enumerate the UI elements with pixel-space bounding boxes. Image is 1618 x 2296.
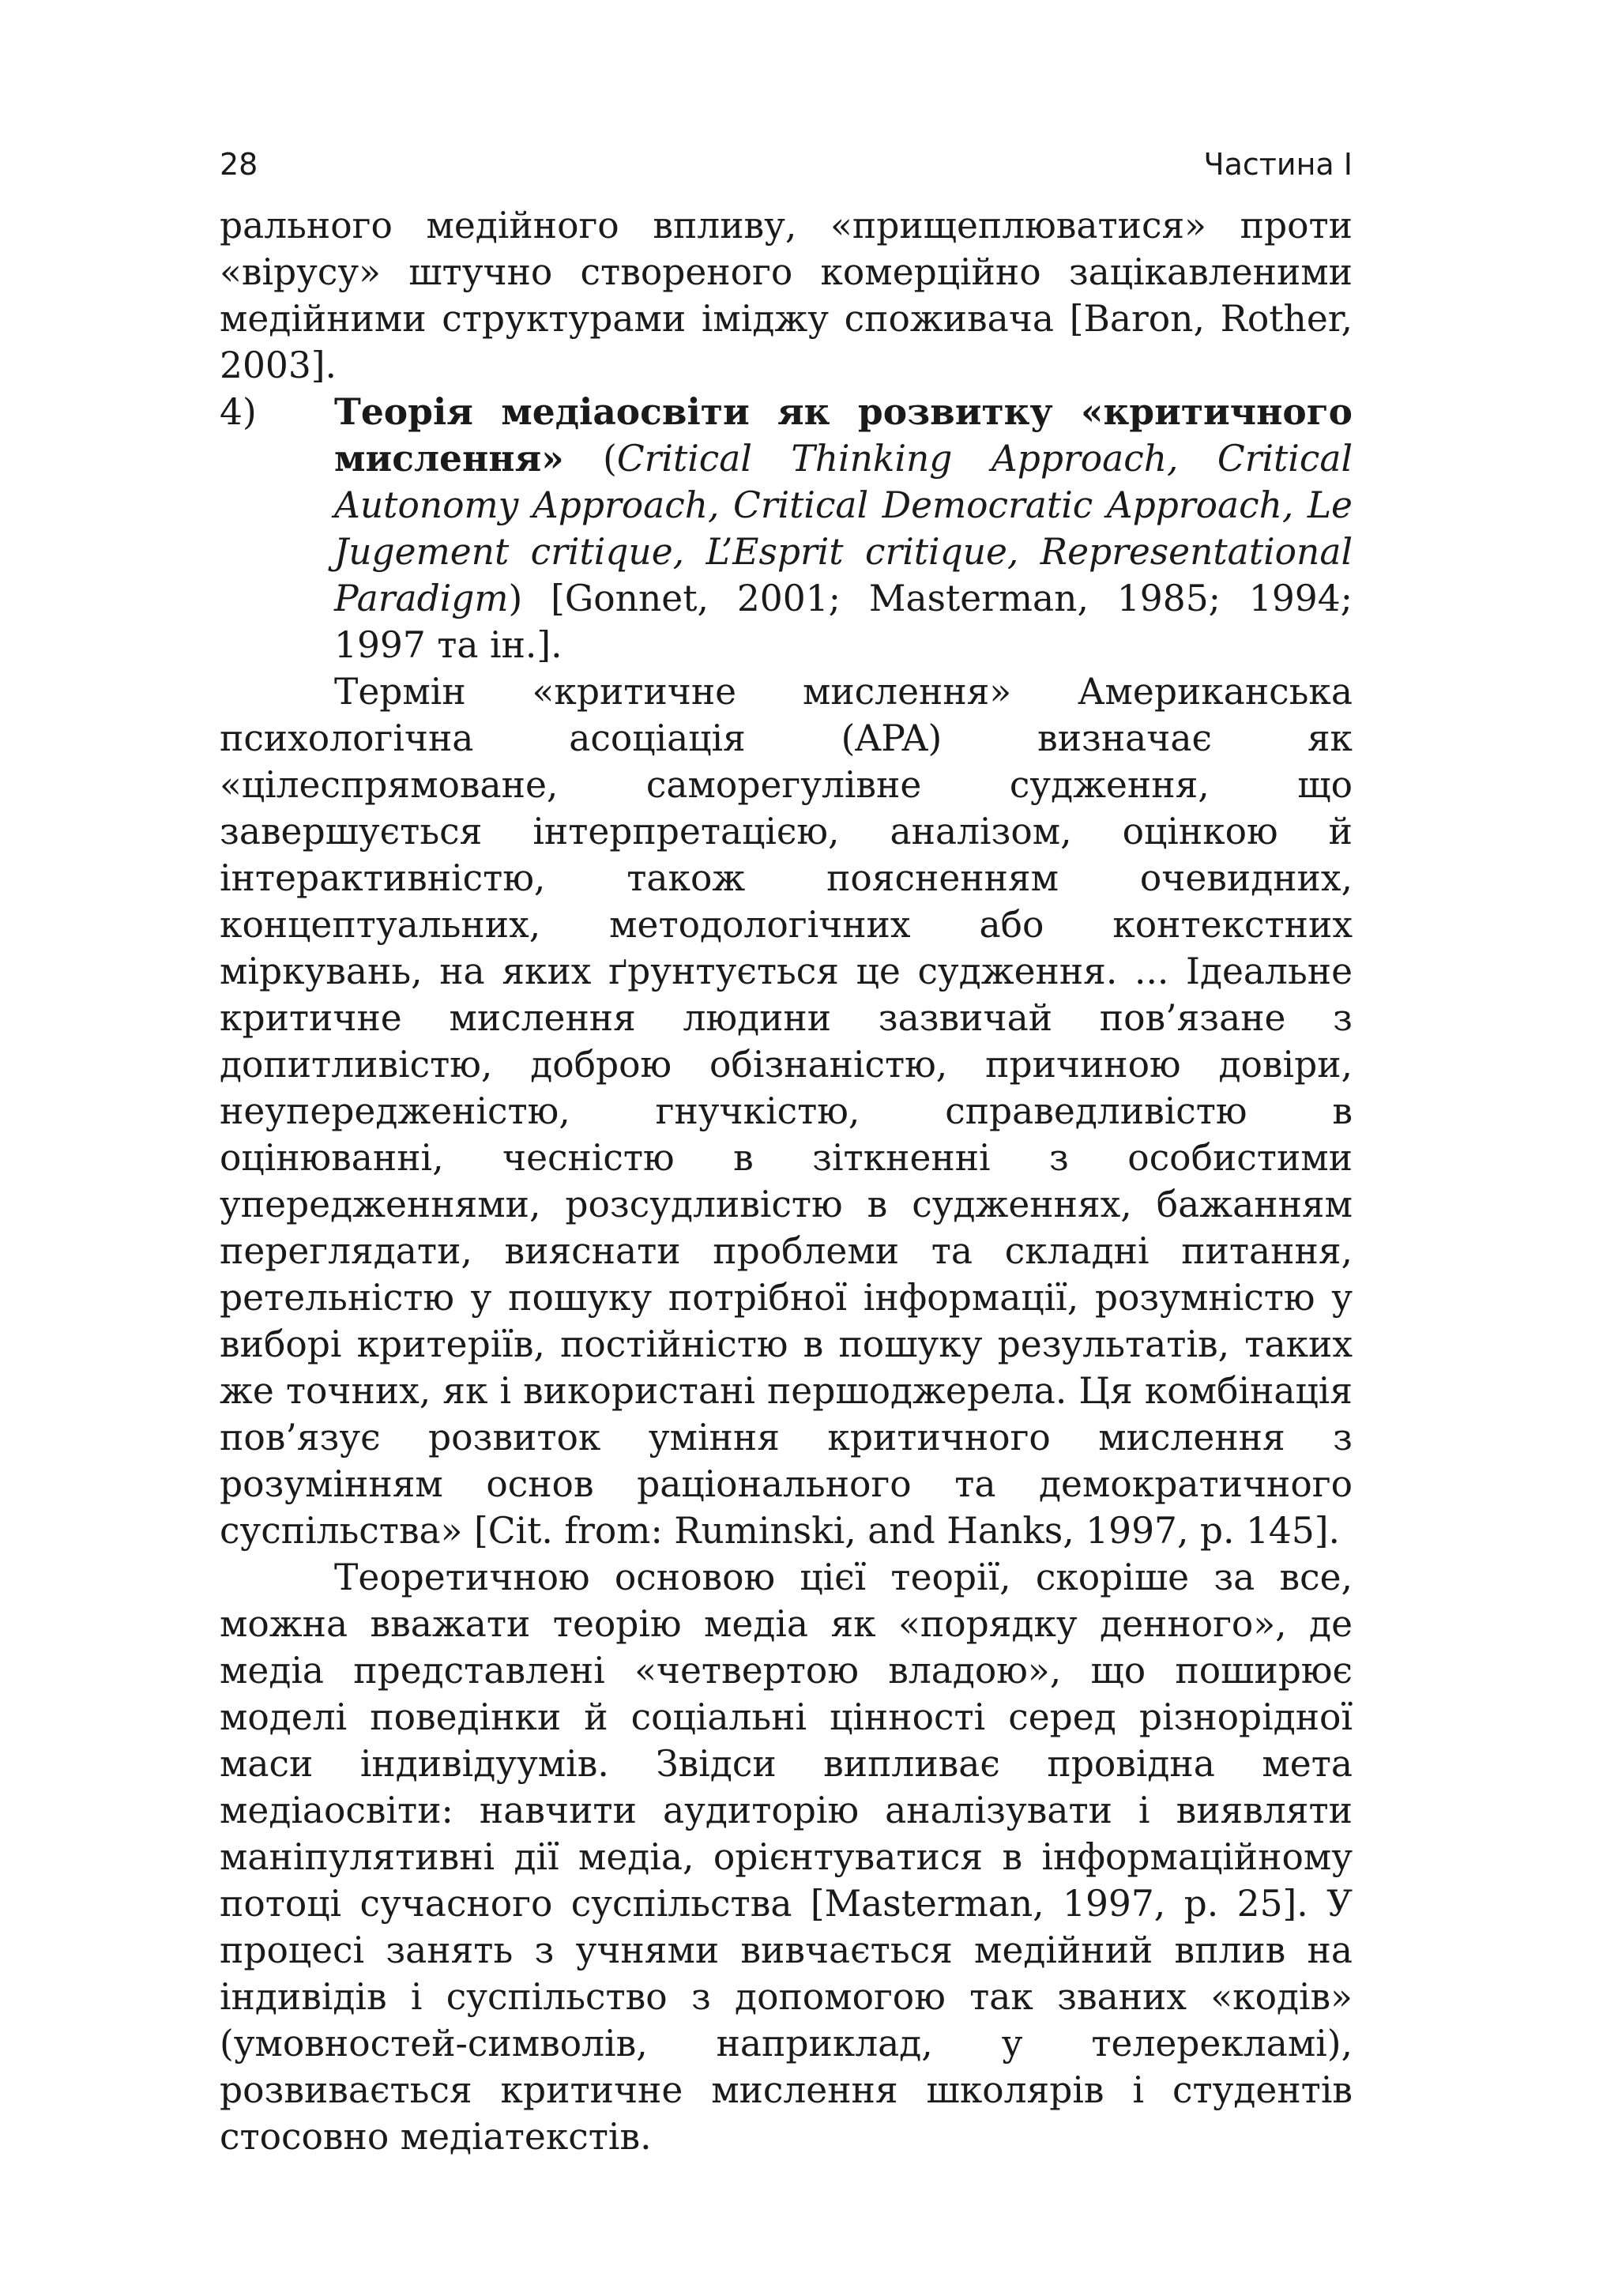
theory-references: ) [Gonnet, 2001; Masterman, 1985; 1994; 1997 та ін.]. — [334, 578, 1353, 666]
paragraph-continuation: рального медійного впливу, «прищеплюватися» проти «вірусу» штучно створеного комерційно зацікавленими медійними структурами іміджу споживача [Baron, Rother, 2003]. — [220, 205, 1353, 386]
list-item-4 — [220, 389, 1353, 668]
list-item-text — [334, 389, 1353, 668]
paragraph-theoretical-basis: Теоретичною основою цієї теорії, скоріше за все, можна вважати теорію медіа як «порядку денного», де медіа представлені «четвертою владою», що поширює моделі поведінки й соціальні цінності серед різнорідної маси індивідуумів. Звідси випливає провідна мета медіаосвіти: навчити аудиторію аналізувати і виявляти маніпулятивні дії медіа, орієнтуватися в інформаційному потоці сучасного суспільства [Masterman, 1997, p. 25]. У процесі занять з учнями вивчається медійний вплив на індивідів і суспільство з допомогою так званих «кодів» (умовностей-символів, наприклад, у телерекламі), розвивається критичне мислення школярів і студентів стосовно медіатекстів. — [220, 1556, 1353, 2158]
list-item-number: 4) — [220, 391, 257, 433]
theory-title: Теорія медіаосвіти як розвитку «критичного мислення» — [334, 390, 1353, 480]
section-title: Частина I — [1203, 147, 1353, 182]
running-head — [220, 144, 1353, 185]
paragraph-critical-thinking-definition: Термін «критичне мислення» Американська психологічна асоціація (APA) визначає як «цілеспрямоване, саморегулівне судження, що завершується інтерпретацією, аналізом, оцінкою й інтерактивністю, також поясненням очевидних, концептуальних, методологічних або контекстних міркувань, на яких ґрунтується це судження. ... Ідеальне критичне мислення людини зазвичай пов’язане з допитливістю, доброю обізнаністю, причиною довіри, неупередженістю, гнучкістю, справедливістю в оцінюванні, чесністю в зіткненні з особистими упередженнями, розсудливістю в судженнях, бажанням переглядати, вияснати проблеми та складні питання, ретельністю у пошуку потрібної інформації, розумністю у виборі критеріїв, постійністю в пошуку результатів, таких же точних, як і використані першоджерела. Ця комбінація пов’язує розвиток уміння критичного мислення з розумінням основ раціонального та демократичного суспільства» [Cit. from: Ruminski, and Hanks, 1997, p. 145]. — [220, 671, 1353, 1552]
body-text — [220, 202, 1353, 2160]
theory-terms: Critical Thinking Approach, Critical Autonomy Approach, Critical Democratic Approach, Le Jugement critique, L’Esprit critique, Representational Paradigm — [334, 438, 1353, 619]
page-number: 28 — [220, 147, 258, 182]
paren-open: ( — [563, 438, 617, 480]
